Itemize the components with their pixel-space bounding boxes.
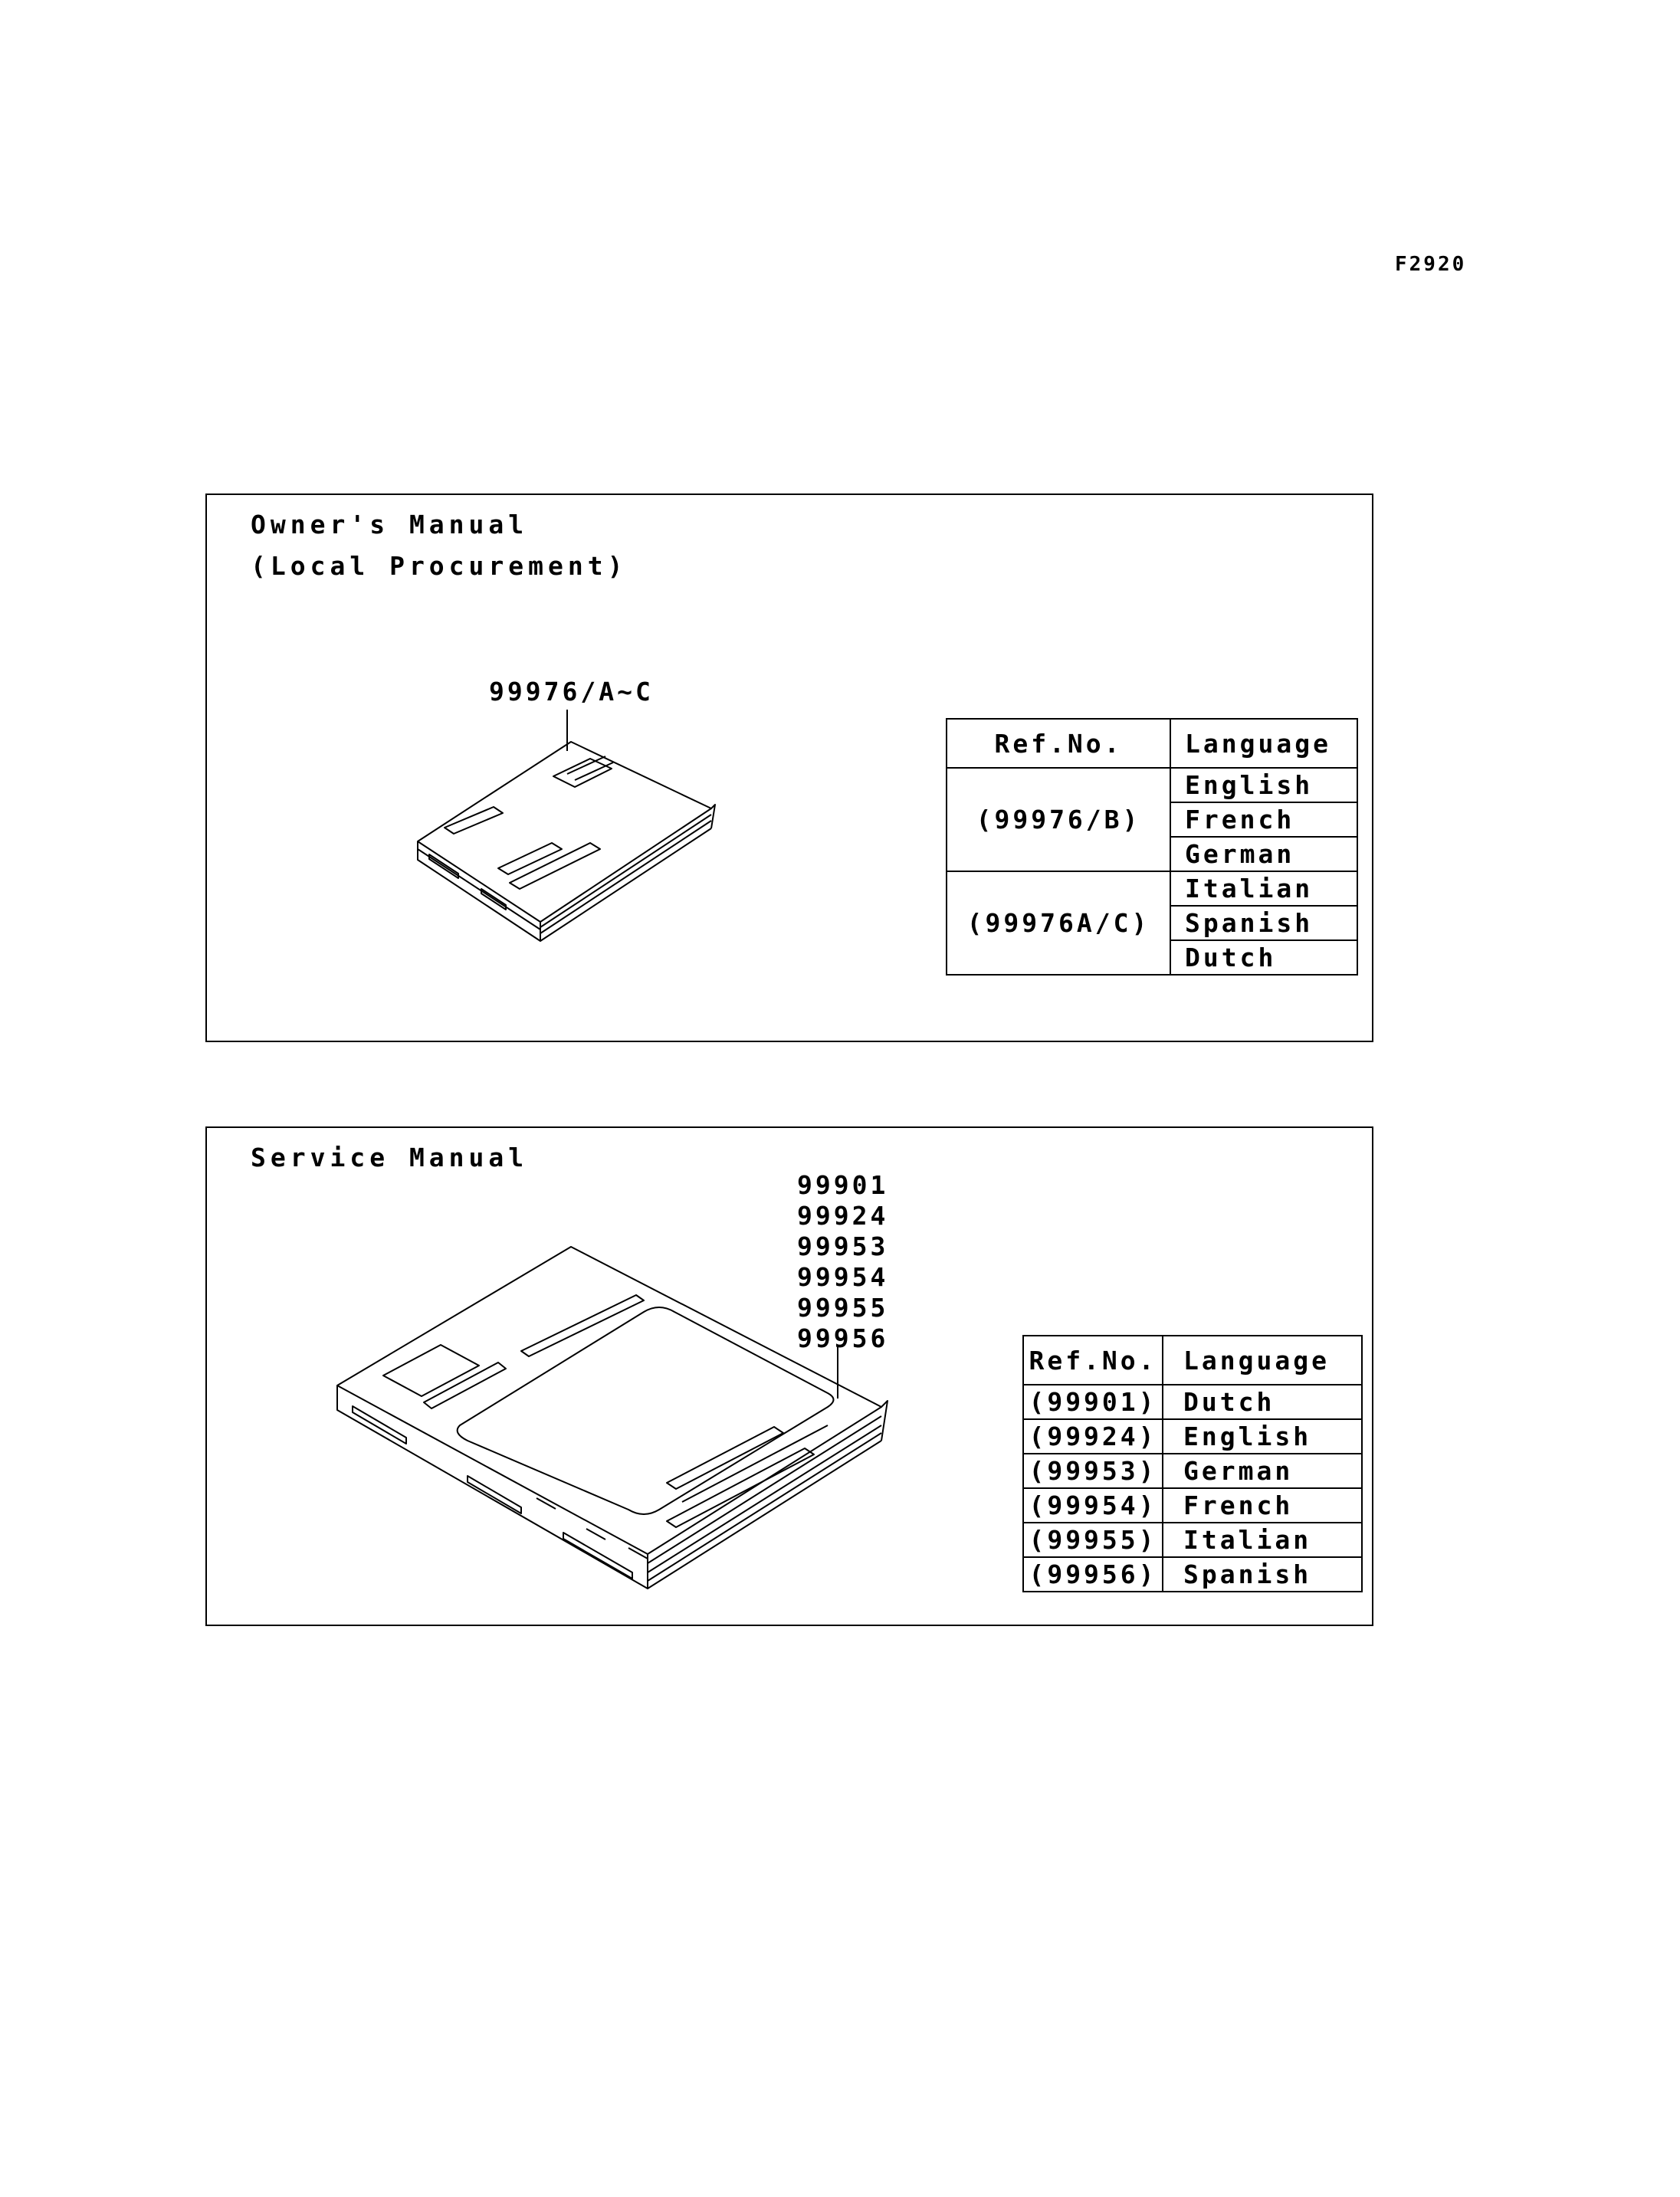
language-cell: English [1170, 768, 1357, 802]
owners-manual-subtitle: (Local Procurement) [251, 551, 628, 581]
language-cell: Spanish [1170, 906, 1357, 940]
language-cell: English [1163, 1419, 1362, 1454]
language-cell: German [1170, 837, 1357, 871]
language-cell: German [1163, 1454, 1362, 1488]
ref-cell: (99976A/C) [947, 871, 1170, 975]
ref-cell: (99924) [1023, 1419, 1163, 1454]
language-header: Language [1163, 1336, 1362, 1385]
language-cell: Italian [1163, 1523, 1362, 1557]
service-manual-book-illustration [337, 1247, 888, 1589]
language-cell: Dutch [1163, 1385, 1362, 1419]
service-manual-part-number: 99955 [797, 1293, 889, 1323]
ref-cell: (99976/B) [947, 768, 1170, 871]
language-cell: Italian [1170, 871, 1357, 906]
service-manual-part-number: 99954 [797, 1262, 889, 1292]
ref-cell: (99901) [1023, 1385, 1163, 1419]
ref-no-header: Ref.No. [947, 719, 1170, 768]
service-manual-part-number: 99953 [797, 1231, 889, 1261]
ref-cell: (99956) [1023, 1557, 1163, 1592]
language-header: Language [1170, 719, 1357, 768]
owners-manual-booklet-illustration [418, 710, 715, 941]
language-cell: French [1163, 1488, 1362, 1523]
language-cell: Spanish [1163, 1557, 1362, 1592]
ref-cell: (99955) [1023, 1523, 1163, 1557]
ref-cell: (99953) [1023, 1454, 1163, 1488]
service-manual-part-number: 99956 [797, 1323, 889, 1353]
language-cell: French [1170, 802, 1357, 837]
owners-manual-title: Owner's Manual [251, 510, 529, 539]
owners-manual-part-number: 99976/A~C [489, 677, 654, 707]
language-cell: Dutch [1170, 940, 1357, 975]
service-manual-title: Service Manual [251, 1143, 529, 1172]
figure-code: F2920 [1395, 253, 1467, 276]
ref-no-header: Ref.No. [1023, 1336, 1163, 1385]
ref-cell: (99954) [1023, 1488, 1163, 1523]
service-manual-part-number: 99901 [797, 1170, 889, 1200]
service-manual-part-number: 99924 [797, 1201, 889, 1231]
